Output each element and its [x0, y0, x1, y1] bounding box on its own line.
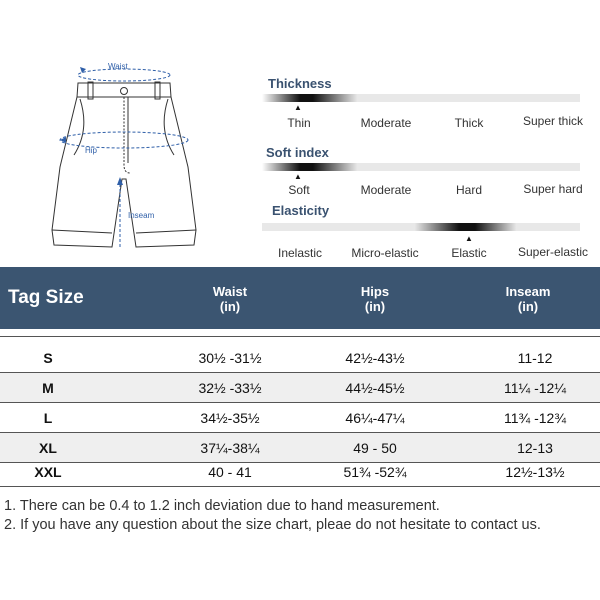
hips-cell: 42½-43½: [345, 350, 405, 366]
soft-index-scale-bar: [262, 163, 580, 171]
waist-cell: 34½-35½: [200, 410, 260, 426]
soft-index-pointer-icon: ▲: [294, 172, 302, 181]
tag-size-heading: Tag Size: [8, 287, 84, 308]
note-1: 1. There can be 0.4 to 1.2 inch deviation due to hand measurement.: [4, 498, 440, 514]
elasticity-option-inelastic: Inelastic: [277, 246, 323, 260]
hips-column-header: [310, 284, 440, 314]
inseam-label: Inseam: [128, 211, 155, 220]
size-cell: XXL: [34, 464, 62, 480]
table-divider: [0, 336, 600, 337]
table-row: [0, 458, 600, 486]
hips-cell: 44½-45½: [345, 380, 405, 396]
waist-unit: (in): [219, 299, 241, 314]
table-divider: [0, 486, 600, 487]
inseam-unit: (in): [517, 299, 539, 314]
note-2: 2. If you have any question about the size chart, pleae do not hesitate to contact us.: [4, 517, 541, 533]
inseam-cell: 11¼ -12¼: [503, 380, 566, 396]
thickness-option-thick: Thick: [454, 116, 484, 130]
size-table-header: [0, 267, 600, 329]
size-cell: M: [42, 380, 54, 396]
thickness-pointer-icon: ▲: [294, 103, 302, 112]
waist-cell: 40 - 41: [208, 464, 252, 480]
size-cell: XL: [39, 440, 57, 456]
elasticity-pointer-icon: ▲: [465, 234, 473, 243]
soft-index-option-hard: Hard: [455, 183, 482, 197]
table-row: [0, 343, 600, 373]
size-cell: L: [43, 410, 53, 426]
shorts-illustration: [40, 55, 220, 270]
waist-cell: 37¼-38¼: [200, 440, 260, 456]
elasticity-scale-bar: [262, 223, 580, 231]
thickness-title: Thickness: [268, 76, 332, 91]
hips-cell: 49 - 50: [353, 440, 397, 456]
thickness-option-thin: Thin: [287, 116, 311, 130]
soft-index-option-soft: Soft: [288, 183, 310, 197]
inseam-cell: 12½-13½: [505, 464, 565, 480]
size-cell: S: [43, 350, 53, 366]
hips-cell: 46¼-47¼: [345, 410, 405, 426]
waist-cell: 30½ -31½: [198, 350, 262, 366]
hips-cell: 51¾ -52¾: [343, 464, 407, 480]
table-row: [0, 403, 600, 433]
inseam-cell: 11¾ -12¾: [503, 410, 566, 426]
table-row: [0, 373, 600, 403]
soft-index-option-super-hard: Super hard: [523, 182, 583, 196]
shorts-diagram: [40, 55, 220, 270]
waist-column-header: [170, 284, 290, 314]
elasticity-option-super-elastic: Super-elastic: [517, 245, 589, 259]
inseam-cell: 12-13: [517, 440, 553, 456]
waist-label: Waist: [108, 62, 128, 71]
inseam-column-header: [463, 284, 593, 314]
thickness-option-super-thick: Super thick: [522, 114, 584, 128]
elasticity-option-micro-elastic: Micro-elastic: [351, 246, 419, 260]
waist-cell: 32½ -33½: [198, 380, 262, 396]
thickness-scale-bar: [262, 94, 580, 102]
elasticity-title: Elasticity: [272, 203, 330, 218]
soft-index-option-moderate: Moderate: [360, 183, 412, 197]
elasticity-option-elastic: Elastic: [451, 246, 487, 260]
hips-unit: (in): [364, 299, 386, 314]
thickness-option-moderate: Moderate: [360, 116, 412, 130]
inseam-heading: Inseam: [505, 284, 551, 299]
inseam-cell: 11-12: [517, 350, 553, 366]
waist-heading: Waist: [212, 284, 248, 299]
hip-label: Hip: [85, 146, 98, 155]
hips-heading: Hips: [360, 284, 390, 299]
soft-index-title: Soft index: [266, 145, 329, 160]
